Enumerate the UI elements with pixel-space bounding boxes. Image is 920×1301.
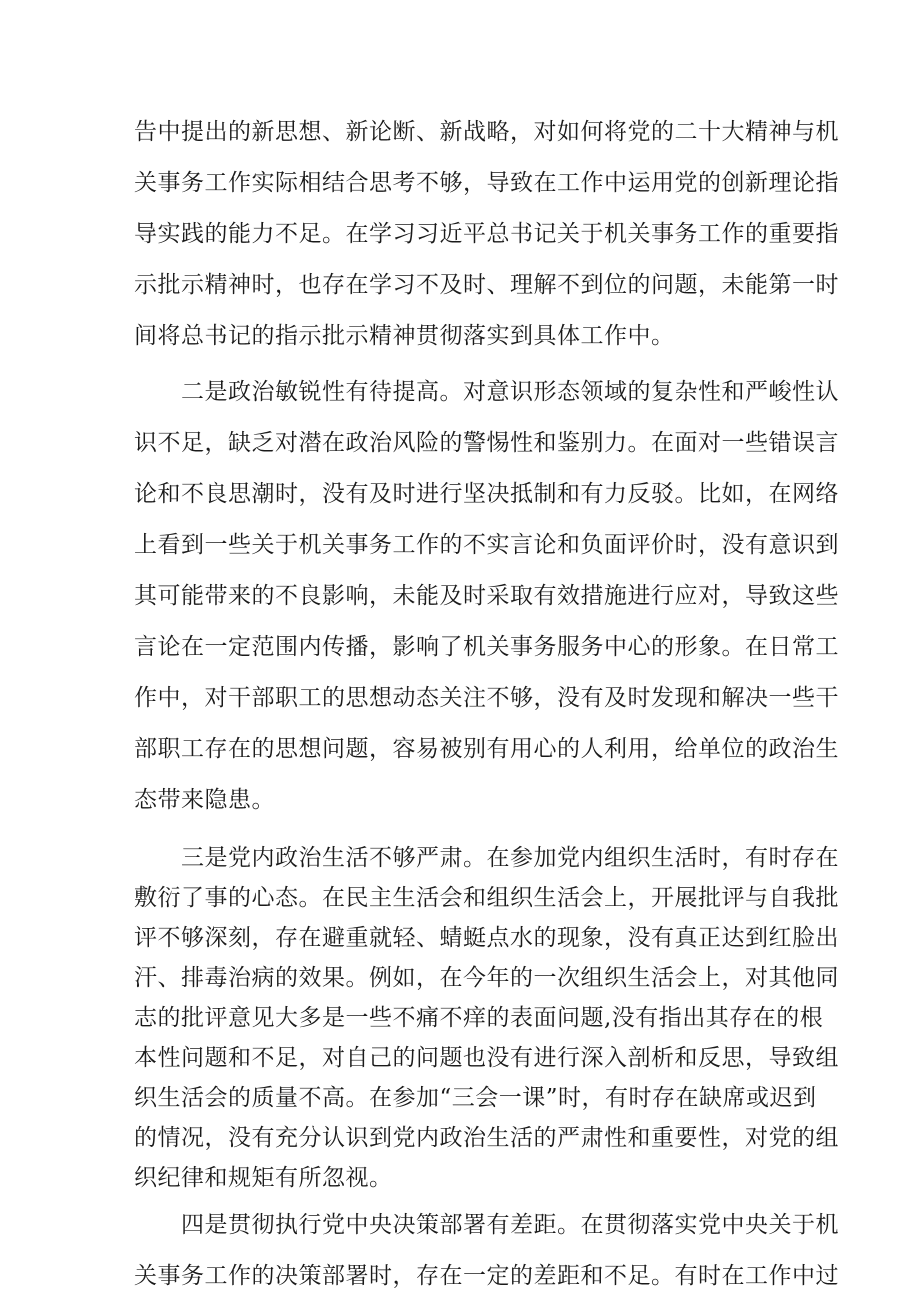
paragraph-2-line-6: 言论在一定范围内传播，影响了机关事务服务中心的形象。在日常工 (134, 634, 839, 660)
paragraph-3-line-7: 织生活会的质量不高。在参加“三会一课”时，有时存在缺席或迟到 (134, 1085, 817, 1111)
paragraph-3-line-6: 本性问题和不足，对自己的问题也没有进行深入剖析和反思，导致组 (134, 1045, 839, 1071)
paragraph-1-line-3: 导实践的能力不足。在学习习近平总书记关于机关事务工作的重要指 (134, 221, 839, 247)
paragraph-3-line-1: 三是党内政治生活不够严肃。在参加党内组织生活时，有时存在 (181, 845, 839, 871)
paragraph-1-line-4: 示批示精神时，也存在学习不及时、理解不到位的问题，未能第一时 (134, 272, 839, 298)
paragraph-2-line-3: 论和不良思潮时，没有及时进行坚决抵制和有力反驳。比如，在网络 (134, 481, 839, 507)
paragraph-3-line-2: 敷衍了事的心态。在民主生活会和组织生活会上，开展批评与自我批 (134, 885, 839, 911)
paragraph-1-line-2: 关事务工作实际相结合思考不够，导致在工作中运用党的创新理论指 (134, 170, 839, 196)
paragraph-2-line-5: 其可能带来的不良影响，未能及时采取有效措施进行应对，导致这些 (134, 583, 839, 609)
paragraph-2-line-4: 上看到一些关于机关事务工作的不实言论和负面评价时，没有意识到 (134, 532, 839, 558)
paragraph-2-line-8: 部职工存在的思想问题，容易被别有用心的人利用，给单位的政治生 (134, 736, 839, 762)
paragraph-1-line-1: 告中提出的新思想、新论断、新战略，对如何将党的二十大精神与机 (134, 119, 839, 145)
paragraph-2-line-2: 识不足，缺乏对潜在政治风险的警惕性和鉴别力。在面对一些错误言 (134, 430, 839, 456)
paragraph-3-line-8: 的情况，没有充分认识到党内政治生活的严肃性和重要性，对党的组 (134, 1125, 839, 1151)
paragraph-2-line-7: 作中，对干部职工的思想动态关注不够，没有及时发现和解决一些干 (134, 685, 839, 711)
paragraph-3-line-9: 织纪律和规矩有所忽视。 (134, 1165, 393, 1191)
paragraph-4-line-1: 四是贯彻执行党中央决策部署有差距。在贯彻落实党中央关于机 (181, 1212, 839, 1238)
paragraph-3-line-5: 志的批评意见大多是一些不痛不痒的表面问题,没有指出其存在的根 (134, 1005, 824, 1031)
paragraph-3-line-4: 汗、排毒治病的效果。例如，在今年的一次组织生活会上，对其他同 (134, 965, 839, 991)
paragraph-2-line-1: 二是政治敏锐性有待提高。对意识形态领域的复杂性和严峻性认 (181, 379, 839, 405)
paragraph-4-line-2: 关事务工作的决策部署时，存在一定的差距和不足。有时在工作中过 (134, 1263, 839, 1289)
paragraph-1-line-5: 间将总书记的指示批示精神贯彻落实到具体工作中。 (134, 323, 675, 349)
paragraph-3-line-3: 评不够深刻，存在避重就轻、蜻蜓点水的现象，没有真正达到红脸出 (134, 925, 839, 951)
paragraph-2-line-9: 态带来隐患。 (134, 787, 275, 813)
